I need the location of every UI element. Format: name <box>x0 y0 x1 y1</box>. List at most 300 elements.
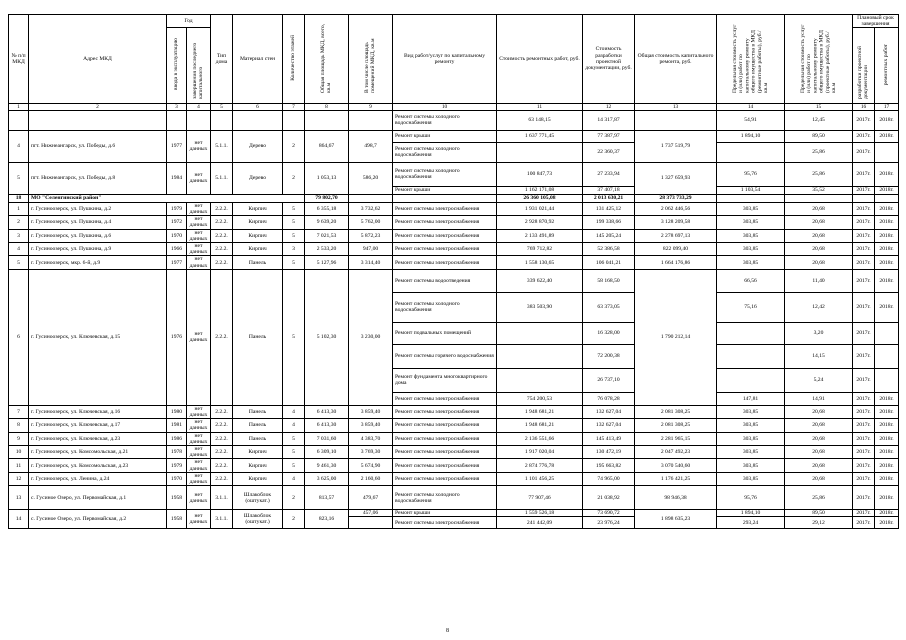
wall-material: Кирпич <box>233 446 283 459</box>
work-type: Ремонт системы водоотведения <box>393 269 497 292</box>
total-cost: 3 070 540,60 <box>635 459 717 472</box>
repair-cost: 63 148,15 <box>497 110 583 130</box>
limit-project: 14,91 <box>785 392 853 405</box>
house-type: 2.2.2. <box>211 216 233 229</box>
municipality-summary-row <box>9 194 899 202</box>
row-number: 6 <box>9 269 29 405</box>
column-index: 17 <box>875 103 899 110</box>
premises-area: 498,7 <box>349 130 393 162</box>
house-type: 5.1.1. <box>211 162 233 194</box>
table-body <box>9 110 899 529</box>
last-repair-year: нет данных <box>187 510 211 529</box>
table-row <box>9 510 899 517</box>
plan-project: 2017г. <box>853 368 875 392</box>
last-repair-year: нет данных <box>187 472 211 485</box>
total-area: 5 127,96 <box>305 256 349 269</box>
commission-year: 1977 <box>167 256 187 269</box>
limit-project: 20,68 <box>785 446 853 459</box>
work-type: Ремонт системы холодного водоснабжения <box>393 142 497 162</box>
wall-material: Шлакоблок (оштукат.) <box>233 510 283 529</box>
capital-repair-table-sheet <box>8 14 898 529</box>
house-type: 3.1.1. <box>211 510 233 529</box>
floors: 5 <box>283 216 305 229</box>
header-last-repair-year: завершения последнего капитального <box>187 28 211 103</box>
limit-project: 20,68 <box>785 229 853 242</box>
house-type: 5.1.1. <box>211 130 233 162</box>
plan-project: 2017г. <box>853 459 875 472</box>
repair-cost: 2 136 551,66 <box>497 432 583 445</box>
house-type: 2.2.2. <box>211 243 233 256</box>
header-year-group: Год <box>167 15 211 28</box>
commission-year: 1970 <box>167 229 187 242</box>
commission-year: 1977 <box>167 130 187 162</box>
total-area: 864,67 <box>305 130 349 162</box>
repair-cost: 1 637 771,45 <box>497 130 583 142</box>
total-cost: 3 128 209,58 <box>635 216 717 229</box>
limit-repair: 303,85 <box>717 256 785 269</box>
plan-repair: 2018г. <box>875 517 899 529</box>
limit-project: 14,15 <box>785 344 853 368</box>
column-index: 11 <box>497 103 583 110</box>
total-cost: 2 081 308,25 <box>635 419 717 432</box>
address: г. Гусиноозерск, ул. Пушкина, д.4 <box>29 216 167 229</box>
plan-project: 2017г. <box>853 419 875 432</box>
last-repair-year: нет данных <box>187 162 211 194</box>
total-cost: 1 327 659,93 <box>635 162 717 194</box>
plan-project: 2017г. <box>853 517 875 529</box>
premises-area: 3 859,40 <box>349 405 393 418</box>
house-type: 2.2.2. <box>211 269 233 405</box>
floors: 2 <box>283 510 305 529</box>
plan-project: 2017г. <box>853 269 875 292</box>
header-address: Адрес МКД <box>29 15 167 104</box>
row-number: 11 <box>9 459 29 472</box>
total-cost: 2 047 492,23 <box>635 446 717 459</box>
plan-project: 2017г. <box>853 162 875 186</box>
project-cost: 145 413,49 <box>583 432 635 445</box>
commission-year: 1979 <box>167 202 187 215</box>
column-index: 13 <box>635 103 717 110</box>
floors: 5 <box>283 256 305 269</box>
address: г. Гусиноозерск, ул. Пушкина, д.9 <box>29 243 167 256</box>
capital-repair-table <box>8 14 899 529</box>
total-area: 7 031,60 <box>305 432 349 445</box>
project-cost: 27 233,94 <box>583 162 635 186</box>
header-work-type: Вид работ/услуг по капитальному ремонту <box>393 15 497 104</box>
premises-area: 4 383,70 <box>349 432 393 445</box>
total-area: 5 102,30 <box>305 269 349 405</box>
plan-repair: 2018г. <box>875 162 899 186</box>
plan-repair: 2018г. <box>875 110 899 130</box>
last-repair-year: нет данных <box>187 269 211 405</box>
table-row <box>9 472 899 485</box>
wall-material: Панель <box>233 256 283 269</box>
premises-area: 479,67 <box>349 486 393 510</box>
last-repair-year: нет данных <box>187 419 211 432</box>
column-index: 16 <box>853 103 875 110</box>
floors: 5 <box>283 202 305 215</box>
plan-repair: 2018г. <box>875 186 899 194</box>
address: пгт. Нижнеангарск, ул. Победы, д.6 <box>29 130 167 162</box>
project-cost: 2 013 630,21 <box>583 194 635 202</box>
last-repair-year: нет данных <box>187 256 211 269</box>
column-index: 15 <box>785 103 853 110</box>
plan-repair: 2018г. <box>875 432 899 445</box>
work-type: Ремонт системы холодного водоснабжения <box>393 162 497 186</box>
wall-material: Панель <box>233 405 283 418</box>
row-number: 5 <box>9 256 29 269</box>
project-cost: 58 168,50 <box>583 269 635 292</box>
table-row <box>9 432 899 445</box>
last-repair-year: нет данных <box>187 130 211 162</box>
project-cost: 131 425,12 <box>583 202 635 215</box>
project-cost: 37 407,18 <box>583 186 635 194</box>
last-repair-year: нет данных <box>187 486 211 510</box>
limit-repair: 147,81 <box>717 392 785 405</box>
total-area: 6 355,18 <box>305 202 349 215</box>
total-cost: 2 081 308,25 <box>635 405 717 418</box>
plan-project: 2017г. <box>853 130 875 142</box>
total-cost: 822 099,40 <box>635 243 717 256</box>
limit-project: 20,68 <box>785 256 853 269</box>
premises-area: 5 674,90 <box>349 459 393 472</box>
project-cost: 199 338,66 <box>583 216 635 229</box>
row-number: 7 <box>9 405 29 418</box>
limit-project: 20,68 <box>785 216 853 229</box>
last-repair-year: нет данных <box>187 243 211 256</box>
limit-project: 20,68 <box>785 243 853 256</box>
project-cost: 23 976,24 <box>583 517 635 529</box>
plan-repair: 2018г. <box>875 459 899 472</box>
floors: 5 <box>283 432 305 445</box>
premises-area: 586,20 <box>349 162 393 194</box>
limit-project: 20,68 <box>785 472 853 485</box>
address: г. Гусиноозерск, ул. Комсомольская, д.23 <box>29 459 167 472</box>
limit-project: 35,52 <box>785 186 853 194</box>
limit-project: 89,50 <box>785 510 853 517</box>
repair-cost: 100 847,73 <box>497 162 583 186</box>
plan-project: 2017г. <box>853 202 875 215</box>
table-row <box>9 216 899 229</box>
plan-repair: 2018г. <box>875 472 899 485</box>
limit-repair: 303,85 <box>717 243 785 256</box>
header-repair-cost: Стоимость ремонтных работ, руб. <box>497 15 583 104</box>
plan-repair: 2018г. <box>875 486 899 510</box>
house-type: 2.2.2. <box>211 459 233 472</box>
plan-project: 2017г. <box>853 243 875 256</box>
work-type: Ремонт системы электроснабжения <box>393 405 497 418</box>
table-row <box>9 229 899 242</box>
row-number: 10 <box>9 446 29 459</box>
column-index: 7 <box>283 103 305 110</box>
work-type: Ремонт крыши <box>393 130 497 142</box>
limit-project: 20,68 <box>785 419 853 432</box>
premises-area: 457,06 <box>349 510 393 517</box>
address: г. Гусиноозерск, ул. Ключевская, д.16 <box>29 405 167 418</box>
address: пгт. Нижнеангарск, ул. Победы, д.8 <box>29 162 167 194</box>
project-cost: 77 387,97 <box>583 130 635 142</box>
work-type: Ремонт системы электроснабжения <box>393 243 497 256</box>
limit-project: 20,68 <box>785 202 853 215</box>
floors: 3 <box>283 243 305 256</box>
limit-repair: 1 103,54 <box>717 186 785 194</box>
commission-year: 1980 <box>167 405 187 418</box>
repair-cost: 1 558 130,65 <box>497 256 583 269</box>
repair-cost: 769 712,82 <box>497 243 583 256</box>
limit-repair: 303,85 <box>717 405 785 418</box>
plan-repair: 2018г. <box>875 419 899 432</box>
plan-repair: 2018г. <box>875 216 899 229</box>
limit-project: 25,86 <box>785 162 853 186</box>
limit-repair: 303,85 <box>717 446 785 459</box>
repair-cost: 2 133 491,89 <box>497 229 583 242</box>
plan-project: 2017г. <box>853 446 875 459</box>
repair-cost: 77 907,46 <box>497 486 583 510</box>
table-row <box>9 446 899 459</box>
project-cost: 72 200,38 <box>583 344 635 368</box>
repair-cost: 241 442,09 <box>497 517 583 529</box>
limit-project: 11,40 <box>785 269 853 292</box>
work-type: Ремонт системы электроснабжения <box>393 446 497 459</box>
wall-material: Кирпич <box>233 202 283 215</box>
address: с. Гусиное Озеро, ул. Первомайская, д.2 <box>29 510 167 529</box>
last-repair-year: нет данных <box>187 432 211 445</box>
wall-material: Дерево <box>233 130 283 162</box>
last-repair-year: нет данных <box>187 446 211 459</box>
work-type: Ремонт подвальных помещений <box>393 322 497 344</box>
total-area: 1 053,13 <box>305 162 349 194</box>
column-index: 9 <box>349 103 393 110</box>
plan-project: 2017г. <box>853 292 875 322</box>
column-index: 12 <box>583 103 635 110</box>
plan-project: 2017г. <box>853 344 875 368</box>
table-row <box>9 202 899 215</box>
limit-repair: 66,56 <box>717 269 785 292</box>
project-cost: 16 328,00 <box>583 322 635 344</box>
total-area: 3 625,00 <box>305 472 349 485</box>
total-cost: 28 373 733,29 <box>635 194 717 202</box>
house-type: 2.2.2. <box>211 405 233 418</box>
floors: 4 <box>283 472 305 485</box>
limit-project: 25,86 <box>785 486 853 510</box>
wall-material: Шлакоблок (оштукат.) <box>233 486 283 510</box>
floors: 2 <box>283 162 305 194</box>
header-project-cost: Стоимость разработки проектной документации, руб. <box>583 15 635 104</box>
commission-year: 1981 <box>167 419 187 432</box>
floors: 4 <box>283 405 305 418</box>
row-number: 3 <box>9 229 29 242</box>
table-row <box>9 486 899 510</box>
last-repair-year: нет данных <box>187 202 211 215</box>
repair-cost: 1 931 021,44 <box>497 202 583 215</box>
floors: 2 <box>283 486 305 510</box>
column-index: 2 <box>29 103 167 110</box>
work-type: Ремонт системы электроснабжения <box>393 202 497 215</box>
wall-material: Панель <box>233 432 283 445</box>
plan-repair: 2018г. <box>875 256 899 269</box>
premises-area: 5 762,00 <box>349 216 393 229</box>
table-row <box>9 162 899 186</box>
limit-repair: 1 894,10 <box>717 130 785 142</box>
table-row <box>9 269 899 292</box>
wall-material: Кирпич <box>233 243 283 256</box>
column-index: 14 <box>717 103 785 110</box>
repair-cost: 339 622,40 <box>497 269 583 292</box>
total-cost: 1 176 421,25 <box>635 472 717 485</box>
limit-repair: 95,76 <box>717 486 785 510</box>
page-number: 8 <box>446 628 449 634</box>
address: г. Гусиноозерск, ул. Комсомольская, д.21 <box>29 446 167 459</box>
limit-repair: 303,85 <box>717 229 785 242</box>
limit-project: 20,68 <box>785 459 853 472</box>
limit-project: 29,12 <box>785 517 853 529</box>
plan-repair: 2018г. <box>875 229 899 242</box>
row-number: 4 <box>9 130 29 162</box>
work-type: Ремонт фундамента многоквартирного дома <box>393 368 497 392</box>
header-floors: Количество этажей <box>283 15 305 104</box>
floors: 5 <box>283 229 305 242</box>
header-limit-repair: Предельная стоимость услуг и (или) работ по капитальному ремонту общего имущества в МКД (ремонтные работы), руб./кв.м <box>717 15 785 104</box>
limit-project: 12,45 <box>785 110 853 130</box>
commission-year: 1972 <box>167 216 187 229</box>
limit-repair: 293,24 <box>717 517 785 529</box>
header-house-type: Тип дома <box>211 15 233 104</box>
project-cost: 22 360,37 <box>583 142 635 162</box>
wall-material: Кирпич <box>233 459 283 472</box>
commission-year: 1979 <box>167 459 187 472</box>
house-type: 2.2.2. <box>211 202 233 215</box>
project-cost: 195 663,82 <box>583 459 635 472</box>
address: г. Гусиноозерск, ул. Пушкина, д.6 <box>29 229 167 242</box>
header-premises-area: В том числе площадь помещений МКД, кв.м <box>349 15 393 104</box>
project-cost: 21 038,92 <box>583 486 635 510</box>
work-type: Ремонт системы электроснабжения <box>393 229 497 242</box>
plan-repair: 2018г. <box>875 269 899 292</box>
total-area: 813,57 <box>305 486 349 510</box>
commission-year: 1986 <box>167 432 187 445</box>
project-cost: 76 078,28 <box>583 392 635 405</box>
project-cost: 106 041,21 <box>583 256 635 269</box>
wall-material: Кирпич <box>233 229 283 242</box>
table-row <box>9 243 899 256</box>
commission-year: 1978 <box>167 446 187 459</box>
work-type: Ремонт системы электроснабжения <box>393 216 497 229</box>
address: г. Гусиноозерск, ул. Ключевская, д.15 <box>29 269 167 405</box>
address: г. Гусиноозерск, мкр. 6-й, д.9 <box>29 256 167 269</box>
plan-repair: 2018г. <box>875 405 899 418</box>
wall-material: Кирпич <box>233 472 283 485</box>
header-plan-project: разработки проектной документации <box>853 28 875 103</box>
repair-cost: 383 503,90 <box>497 292 583 322</box>
work-type: Ремонт системы электроснабжения <box>393 392 497 405</box>
limit-project: 20,68 <box>785 405 853 418</box>
column-index: 8 <box>305 103 349 110</box>
header-plan-group: Плановый срок завершения <box>853 15 899 28</box>
house-type: 2.2.2. <box>211 419 233 432</box>
column-index: 10 <box>393 103 497 110</box>
header-total-area: Общая площадь МКД, всего, кв.м <box>305 15 349 104</box>
limit-project: 5,24 <box>785 368 853 392</box>
plan-project: 2017г. <box>853 486 875 510</box>
limit-project: 20,68 <box>785 432 853 445</box>
plan-project: 2017г. <box>853 472 875 485</box>
project-cost: 14 317,87 <box>583 110 635 130</box>
repair-cost: 1 917 020,04 <box>497 446 583 459</box>
plan-project: 2017г. <box>853 322 875 344</box>
total-area: 6 309,10 <box>305 446 349 459</box>
repair-cost: 1 101 456,25 <box>497 472 583 485</box>
house-type: 2.2.2. <box>211 472 233 485</box>
column-index: 3 <box>167 103 187 110</box>
plan-project: 2017г. <box>853 186 875 194</box>
project-cost: 73 690,72 <box>583 510 635 517</box>
premises-area: 3 230,00 <box>349 269 393 405</box>
table-row <box>9 110 899 130</box>
house-type: 2.2.2. <box>211 256 233 269</box>
limit-repair: 303,85 <box>717 459 785 472</box>
table-row <box>9 459 899 472</box>
plan-repair: 2018г. <box>875 202 899 215</box>
commission-year: 1976 <box>167 269 187 405</box>
limit-repair: 1 894,10 <box>717 510 785 517</box>
last-repair-year: нет данных <box>187 405 211 418</box>
plan-repair: 2018г. <box>875 446 899 459</box>
header-limit-project: Предельная стоимость услуг и (или) работ по капитальному ремонту общего имущества в МКД (проектные работы), руб./кв.м <box>785 15 853 104</box>
premises-area: 3 732,62 <box>349 202 393 215</box>
table-row <box>9 256 899 269</box>
floors: 2 <box>283 130 305 162</box>
total-area: 9 461,30 <box>305 459 349 472</box>
row-number: 14 <box>9 510 29 529</box>
floors: 5 <box>283 446 305 459</box>
plan-project: 2017г. <box>853 256 875 269</box>
limit-repair: 75,16 <box>717 292 785 322</box>
work-type: Ремонт системы холодного водоснабжения <box>393 110 497 130</box>
municipality-name: МО "Селенгинский район" <box>29 194 305 202</box>
project-cost: 130 472,19 <box>583 446 635 459</box>
limit-repair: 303,85 <box>717 202 785 215</box>
project-cost: 26 737,10 <box>583 368 635 392</box>
premises-area: 3 859,40 <box>349 419 393 432</box>
premises-area: 2 160,60 <box>349 472 393 485</box>
total-cost: 2 062 446,56 <box>635 202 717 215</box>
row-number: 4 <box>9 243 29 256</box>
work-type: Ремонт системы электроснабжения <box>393 256 497 269</box>
floors: 5 <box>283 459 305 472</box>
header-total-cost: Общая стоимость капитального ремонта, руб. <box>635 15 717 104</box>
total-cost: 1 737 519,79 <box>635 130 717 162</box>
house-type: 3.1.1. <box>211 486 233 510</box>
wall-material: Панель <box>233 419 283 432</box>
wall-material: Дерево <box>233 162 283 194</box>
floors: 5 <box>283 269 305 405</box>
plan-repair: 2018г. <box>875 130 899 142</box>
table-row <box>9 419 899 432</box>
repair-cost: 2 874 776,78 <box>497 459 583 472</box>
work-type: Ремонт системы горячего водоснабжения <box>393 344 497 368</box>
plan-repair: 2018г. <box>875 243 899 256</box>
plan-project: 2017г. <box>853 229 875 242</box>
address: г. Гусиноозерск, ул. Ленина, д.24 <box>29 472 167 485</box>
wall-material: Кирпич <box>233 216 283 229</box>
address: г. Гусиноозерск, ул. Ключевская, д.23 <box>29 432 167 445</box>
plan-project: 2017г. <box>853 510 875 517</box>
row-number: 9 <box>9 432 29 445</box>
limit-project: 89,50 <box>785 130 853 142</box>
column-index: 1 <box>9 103 29 110</box>
plan-repair: 2018г. <box>875 392 899 405</box>
table-row <box>9 405 899 418</box>
